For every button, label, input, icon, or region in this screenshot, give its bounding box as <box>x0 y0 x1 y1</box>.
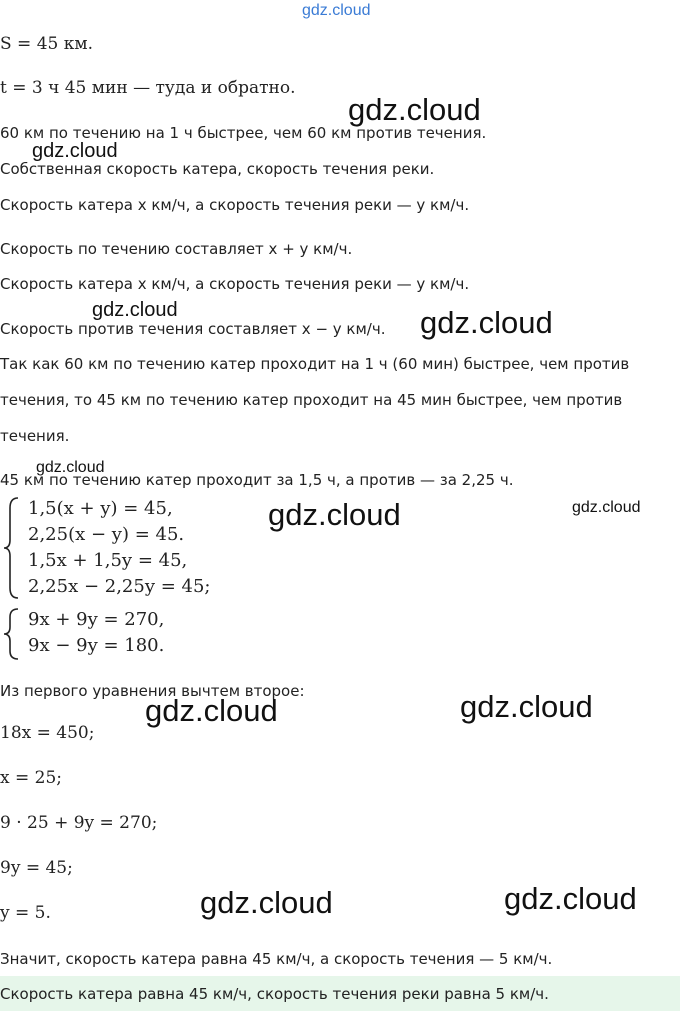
watermark: gdz.cloud <box>420 305 553 340</box>
left-brace-icon <box>2 496 24 600</box>
given-condition: 60 км по течению на 1 ч быстрее, чем 60 км против течения. <box>0 124 487 142</box>
downstream-speed: Скорость по течению составляет x + y км/ч. <box>0 240 353 258</box>
unknowns-statement: Собственная скорость катера, скорость течения реки. <box>0 160 435 178</box>
watermark: gdz.cloud <box>92 299 178 321</box>
system-equation: 1,5x + 1,5y = 45, <box>28 550 188 571</box>
reasoning-line-3: течения. <box>0 427 70 445</box>
watermark: gdz.cloud <box>32 140 118 162</box>
watermark: gdz.cloud <box>460 689 593 724</box>
system-equation: 9x − 9y = 180. <box>28 635 165 656</box>
reasoning-line-2: течения, то 45 км по течению катер проходит на 45 мин быстрее, чем против <box>0 391 623 409</box>
system-equation: 2,25(x − y) = 45. <box>28 524 185 545</box>
variables-definition-1: Скорость катера x км/ч, а скорость течения реки — y км/ч. <box>0 196 470 214</box>
time-statement: 45 км по течению катер проходит за 1,5 ч, а против — за 2,25 ч. <box>0 471 514 489</box>
watermark: gdz.cloud <box>504 881 637 916</box>
subtract-instruction: Из первого уравнения вычтем второе: <box>0 682 305 700</box>
equation-step-2: x = 25; <box>0 768 62 788</box>
equation-step-3: 9 · 25 + 9y = 270; <box>0 813 158 833</box>
given-time: t = 3 ч 45 мин — туда и обратно. <box>0 78 296 98</box>
watermark: gdz.cloud <box>200 885 333 920</box>
watermark: gdz.cloud <box>36 459 105 476</box>
equation-step-5: y = 5. <box>0 903 51 923</box>
equation-step-4: 9y = 45; <box>0 858 73 878</box>
system-equation: 9x + 9y = 270, <box>28 609 165 630</box>
left-brace-icon <box>2 607 24 661</box>
watermark: gdz.cloud <box>268 497 401 532</box>
reasoning-line-1: Так как 60 км по течению катер проходит на 1 ч (60 мин) быстрее, чем против <box>0 355 630 373</box>
equation-step-1: 18x = 450; <box>0 723 95 743</box>
watermark: gdz.cloud <box>572 499 641 516</box>
watermark: gdz.cloud <box>145 693 278 728</box>
system-equation: 2,25x − 2,25y = 45; <box>28 576 211 597</box>
upstream-speed: Скорость против течения составляет x − y км/ч. <box>0 320 386 338</box>
answer-box <box>0 976 680 1011</box>
answer-text: Скорость катера равна 45 км/ч, скорость течения реки равна 5 км/ч. <box>0 985 549 1003</box>
variables-definition-2: Скорость катера x км/ч, а скорость течения реки — y км/ч. <box>0 275 470 293</box>
conclusion: Значит, скорость катера равна 45 км/ч, а скорость течения — 5 км/ч. <box>0 950 553 968</box>
watermark: gdz.cloud <box>348 92 481 127</box>
system-equation: 1,5(x + y) = 45, <box>28 498 173 519</box>
given-distance: S = 45 км. <box>0 34 93 54</box>
header-watermark-link[interactable]: gdz.cloud <box>302 2 371 19</box>
